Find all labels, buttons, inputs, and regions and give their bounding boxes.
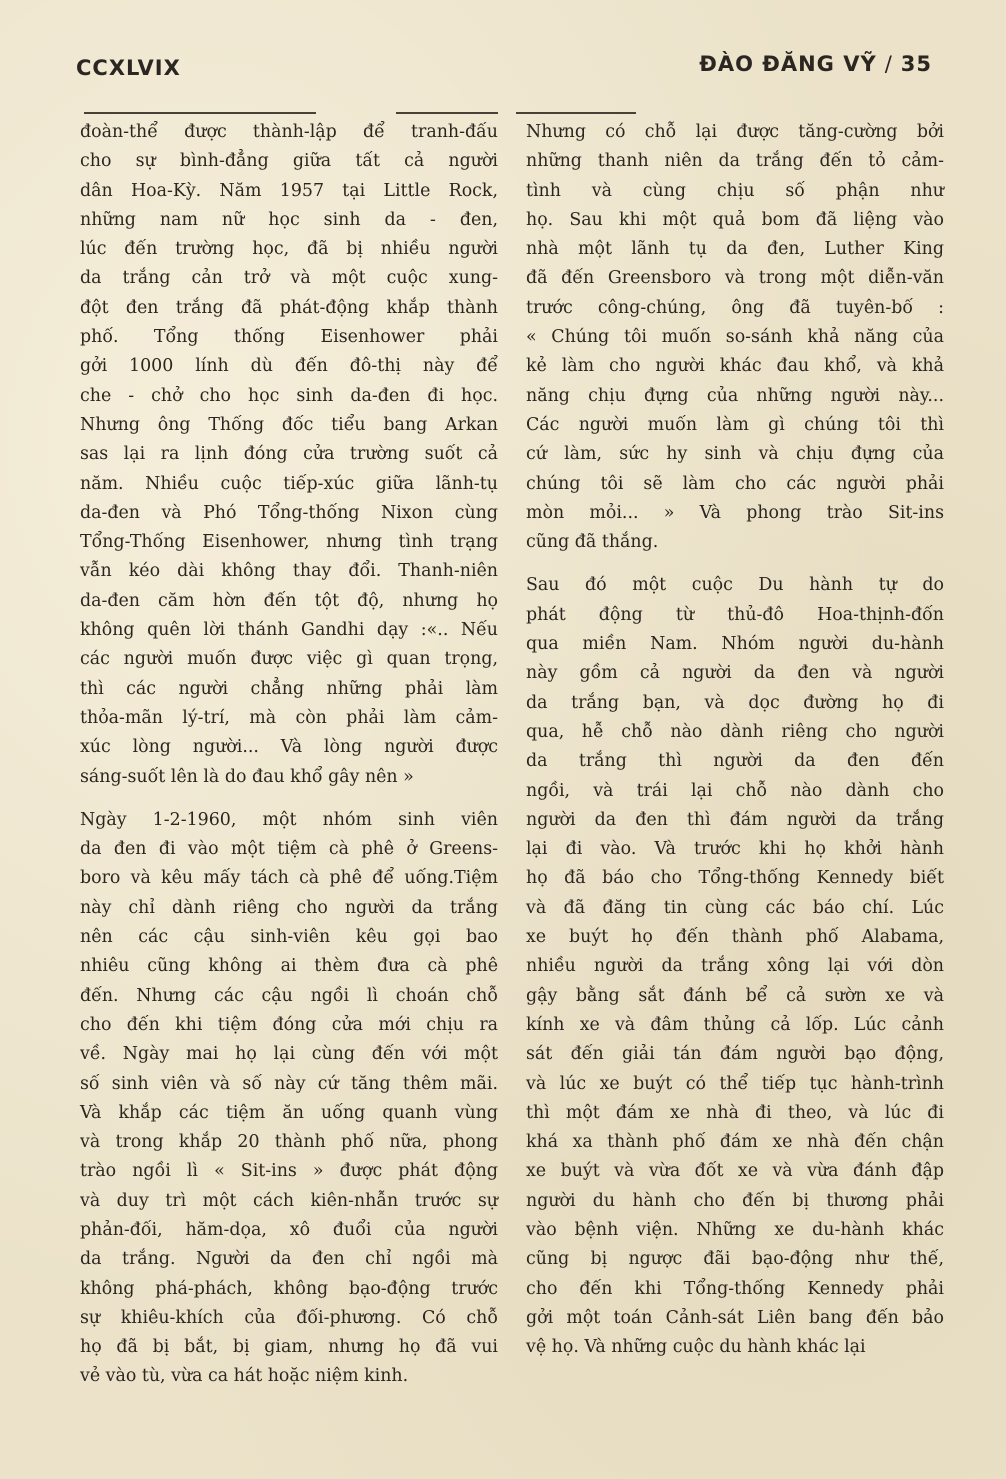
text-line: mòn mỏi... » Và phong trào Sit-ins: [526, 502, 944, 523]
text-line: số sinh viên và số này cứ tăng thêm mãi.: [80, 1073, 498, 1094]
text-line: da trắng bạn, và dọc đường họ đi: [526, 692, 944, 713]
left-paragraph-2: [80, 806, 498, 1392]
right-top-rule: [516, 112, 636, 114]
header-right: [699, 52, 932, 76]
text-line: xe buýt họ đến thành phố Alabama,: [526, 927, 944, 948]
text-line: qua miền Nam. Nhóm người du-hành: [526, 634, 944, 655]
text-line: này chỉ dành riêng cho người da trắng: [80, 897, 498, 918]
text-line: Ngày 1-2-1960, một nhóm sinh viên: [80, 809, 498, 830]
text-line: cứ làm, sức hy sinh và chịu đựng của: [526, 444, 944, 465]
text-line: da trắng. Người da đen chỉ ngồi mà: [80, 1249, 498, 1270]
text-line: kính xe và đâm thủng cả lốp. Lúc cảnh: [526, 1014, 944, 1035]
text-line: người du hành cho đến bị thương phải: [526, 1190, 944, 1211]
text-line: vệ họ. Và những cuộc du hành khác lại: [526, 1337, 866, 1358]
text-line: gởi một toán Cảnh-sát Liên bang đến bảo: [526, 1307, 944, 1328]
text-line: họ đã báo cho Tổng-thống Kennedy biết: [526, 868, 944, 889]
text-line: năm. Nhiều cuộc tiếp-xúc giữa lãnh-tụ: [80, 473, 498, 494]
page-header: [76, 50, 932, 90]
text-line: nhà một lãnh tụ da đen, Luther King: [526, 239, 944, 260]
text-line: năng chịu đựng của những người này...: [526, 385, 944, 406]
text-line: thì các người chẳng những phải làm: [80, 678, 498, 699]
text-line: lại đi vào. Và trước khi họ khởi hành: [526, 839, 944, 860]
text-line: sát đến giải tán đám người bạo động,: [526, 1044, 944, 1065]
text-line: trào ngồi lì « Sit-ins » được phát động: [80, 1161, 498, 1182]
text-line: thỏa-mãn lý-trí, mà còn phải làm cảm-: [80, 707, 498, 728]
text-line: và trong khắp 20 thành phố nữa, phong: [80, 1132, 498, 1153]
text-line: cũng bị ngược đãi bạo-động như thế,: [526, 1249, 944, 1270]
text-line: và duy trì một cách kiên-nhẫn trước sự: [80, 1190, 498, 1211]
text-line: qua, hễ chỗ nào dành riêng cho người: [526, 721, 944, 742]
author-name: ĐÀO ĐĂNG VỸ: [699, 52, 877, 76]
text-line: cho sự bình-đẳng giữa tất cả người: [80, 151, 498, 172]
text-line: nhiều người da trắng xông lại với dòn: [526, 956, 944, 977]
text-line: vẻ vào tù, vừa ca hát hoặc niệm kinh.: [80, 1366, 409, 1387]
text-line: vào bệnh viện. Những xe du-hành khác: [526, 1219, 944, 1240]
text-line: người da đen thì đám người da trắng: [526, 809, 944, 830]
text-line: da trắng cản trở và một cuộc xung-: [80, 268, 498, 289]
text-line: da-đen căm hờn đến tột độ, nhưng họ: [80, 590, 498, 611]
text-line: ngồi, và trái lại chỗ nào dành cho: [526, 780, 944, 801]
page-number: 35: [900, 52, 932, 76]
text-line: và đã đăng tin cùng các báo chí. Lúc: [526, 897, 944, 918]
text-line: không quên lời thánh Gandhi dạy :«.. Nếu: [80, 620, 498, 641]
right-column: [526, 118, 944, 1362]
text-line: tình và cùng chịu số phận như: [526, 180, 944, 201]
text-line: này gồm cả người da đen và người: [526, 663, 944, 684]
text-line: gởi 1000 lính dù đến đô-thị này để: [80, 356, 498, 377]
text-line: các người muốn được việc gì quan trọng,: [80, 649, 498, 670]
text-line: nhiêu cũng không ai thèm đưa cà phê: [80, 956, 498, 977]
left-top-rule: [84, 112, 316, 114]
text-line: Tổng-Thống Eisenhower, nhưng tình trạng: [80, 532, 498, 553]
text-line: dân Hoa-Kỳ. Năm 1957 tại Little Rock,: [80, 180, 498, 201]
text-line: không phá-phách, không bạo-động trước: [80, 1278, 498, 1299]
text-line: đã đến Greensboro và trong một diễn-văn: [526, 268, 944, 289]
text-line: kẻ làm cho người khác đau khổ, và khả: [526, 356, 944, 377]
text-line: những thanh niên da trắng đến tỏ cảm-: [526, 151, 944, 172]
text-line: xúc lòng người... Và lòng người được: [80, 737, 498, 758]
text-line: da trắng thì người da đen đến: [526, 751, 944, 772]
text-line: trước công-chúng, ông đã tuyên-bố :: [526, 297, 944, 318]
text-line: da-đen và Phó Tổng-thống Nixon cùng: [80, 502, 498, 523]
text-line: sas lại ra lịnh đóng cửa trường suốt cả: [80, 444, 498, 465]
text-line: Nhưng có chỗ lại được tăng-cường bởi: [526, 122, 944, 142]
text-line: họ. Sau khi một quả bom đã liệng vào: [526, 209, 944, 230]
text-line: da đen đi vào một tiệm cà phê ở Greens-: [80, 839, 498, 860]
left-top-rule-2: [396, 112, 498, 114]
text-line: và lúc xe buýt có thể tiếp tục hành-trình: [526, 1073, 944, 1094]
text-line: « Chúng tôi muốn so-sánh khả năng của: [526, 327, 944, 348]
text-line: xe buýt và vừa đốt xe và vừa đánh đập: [526, 1161, 944, 1182]
paragraph-gap: [80, 792, 498, 806]
text-line: họ đã bị bắt, bị giam, nhưng họ đã vui: [80, 1337, 498, 1358]
text-line: sáng-suốt lên là do đau khổ gây nên »: [80, 766, 414, 787]
text-line: đến. Nhưng các cậu ngồi lì choán chỗ: [80, 985, 498, 1006]
text-line: về. Ngày mai họ lại cùng đến với một: [80, 1044, 498, 1065]
header-separator: /: [884, 52, 893, 76]
text-line: Sau đó một cuộc Du hành tự do: [526, 575, 944, 596]
text-line: boro và kêu mấy tách cà phê để uống.Tiệm: [80, 868, 498, 889]
chapter-roman-numeral: CCXLVIX: [76, 56, 181, 80]
text-line: che - chở cho học sinh da-đen đi học.: [80, 385, 498, 406]
text-line: Nhưng ông Thống đốc tiểu bang Arkan: [80, 414, 498, 435]
paragraph-gap: [526, 557, 944, 571]
text-line: sự khiêu-khích của đối-phương. Có chỗ: [80, 1307, 498, 1328]
text-line: Và khắp các tiệm ăn uống quanh vùng: [80, 1102, 498, 1123]
text-line: vẫn kéo dài không thay đổi. Thanh-niên: [80, 561, 498, 582]
text-line: những nam nữ học sinh da - đen,: [80, 209, 498, 230]
left-paragraph-1: [80, 118, 498, 792]
text-line: khá xa thành phố đám xe nhà đến chận: [526, 1132, 944, 1153]
text-line: thì một đám xe nhà đi theo, và lúc đi: [526, 1102, 944, 1123]
text-line: phát động từ thủ-đô Hoa-thịnh-đốn: [526, 604, 944, 625]
text-line: phản-đối, hăm-dọa, xô đuổi của người: [80, 1219, 498, 1240]
text-line: gậy bằng sắt đánh bể cả sườn xe và: [526, 985, 944, 1006]
text-line: phố. Tổng thống Eisenhower phải: [80, 327, 498, 348]
text-line: đột đen trắng đã phát-động khắp thành: [80, 297, 498, 318]
text-line: cho đến khi Tổng-thống Kennedy phải: [526, 1278, 944, 1299]
text-line: chúng tôi sẽ làm cho các người phải: [526, 473, 944, 494]
text-line: nên các cậu sinh-viên kêu gọi bao: [80, 927, 498, 948]
text-line: cho đến khi tiệm đóng cửa mới chịu ra: [80, 1014, 498, 1035]
text-line: lúc đến trường học, đã bị nhiều người: [80, 239, 498, 260]
text-line: cũng đã thắng.: [526, 532, 659, 553]
right-paragraph-2: [526, 571, 944, 1362]
text-line: đoàn-thể được thành-lập để tranh-đấu: [80, 122, 498, 142]
left-column: [80, 118, 498, 1392]
right-paragraph-1: [526, 118, 944, 557]
text-line: Các người muốn làm gì chúng tôi thì: [526, 414, 944, 435]
